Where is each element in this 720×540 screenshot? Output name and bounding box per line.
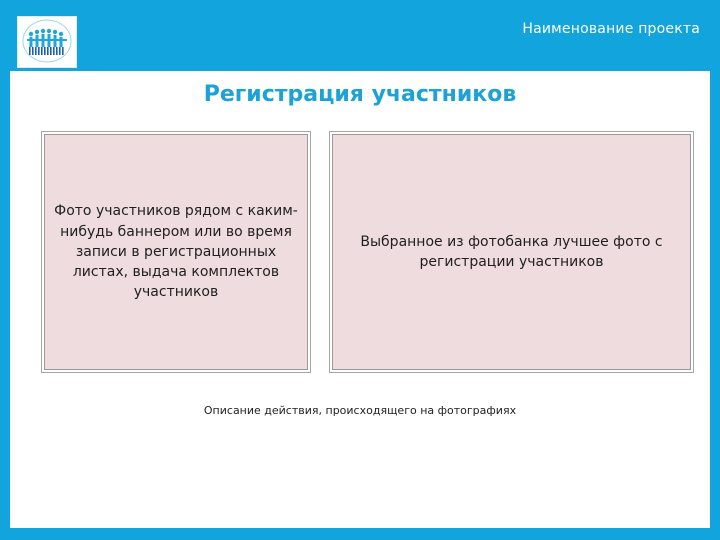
project-name: Наименование проекта [522, 21, 700, 37]
photo-caption: Описание действия, происходящего на фотографиях [203, 404, 517, 417]
people-chain-logo-icon [17, 16, 77, 68]
photo-placeholder-right [332, 134, 691, 370]
photo-placeholder-left-text: Фото участников рядом с каким-нибудь баннером или во время записи в регистрационных листах, выдача комплектов участников [54, 203, 298, 301]
header-bar [10, 9, 710, 71]
photo-placeholder-right-text: Выбранное из фотобанка лучшее фото с регистрации участников [360, 233, 663, 270]
page-title: Регистрация участников [203, 82, 517, 107]
photo-placeholder-left [44, 134, 308, 370]
